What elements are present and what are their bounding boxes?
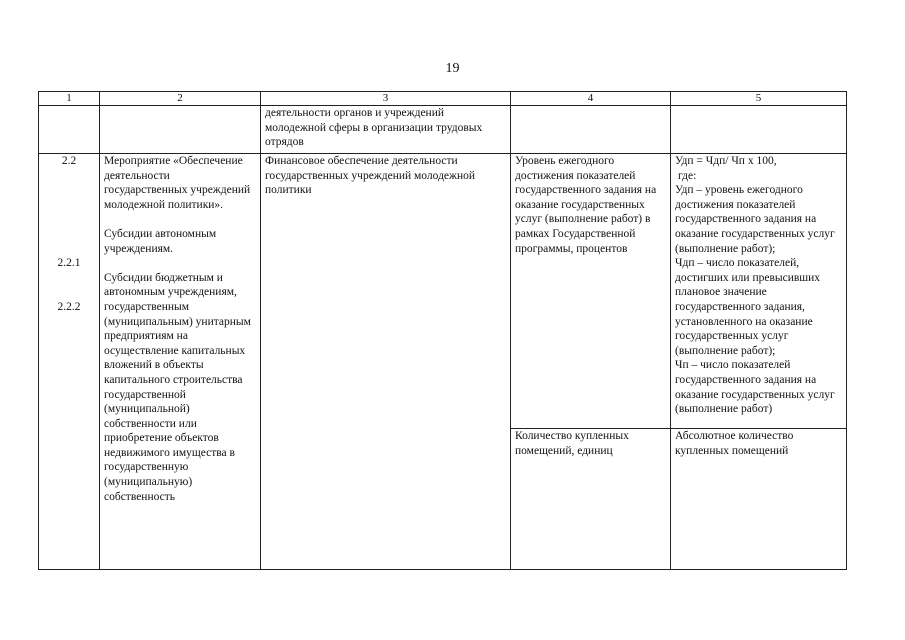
continuation-text: деятельности органов и учреждений молодежной сферы в организации трудовых отрядов <box>261 106 511 154</box>
measure-content-cell: Финансовое обеспечение деятельности государственных учреждений молодежной политики <box>261 154 511 570</box>
column-number-3: 3 <box>261 92 511 106</box>
item-number-2-2-2: 2.2.2 <box>57 300 81 313</box>
column-number-5: 5 <box>671 92 847 106</box>
table-row-2-2 <box>39 154 847 429</box>
column-number-4: 4 <box>511 92 671 106</box>
item-number-2-2: 2.2 <box>61 155 77 167</box>
formula-line: Удп = Чдп/ Чп х 100, <box>675 155 777 167</box>
item-number-2-2-1: 2.2.1 <box>57 257 81 270</box>
calculation-method-premises: Абсолютное количество купленных помещений <box>671 429 847 570</box>
column-number-1: 1 <box>39 92 100 106</box>
measure-title: Мероприятие «Обеспечение деятельности государственных учреждений молодежной политики». <box>104 155 251 211</box>
continuation-row <box>39 106 847 154</box>
cell-empty <box>511 106 671 154</box>
item-numbers-cell <box>39 154 100 570</box>
subsidy-autonomous: Субсидии автономным учреждениям. <box>104 227 217 255</box>
formula-definition: Удп – уровень ежегодного достижения показателей государственного задания на оказание государственных услуг (выполнение работ); <box>675 184 835 255</box>
indicator-premises-count: Количество купленных помещений, единиц <box>511 429 671 570</box>
indicator-achievement-level: Уровень ежегодного достижения показателей государственного задания на оказание государственных услуг (выполнение работ) в рамках Государственной программы, процентов <box>511 154 671 429</box>
calculation-method-cell <box>671 154 847 429</box>
measure-description-cell <box>100 154 261 570</box>
cell-empty <box>671 106 847 154</box>
subsidy-capital-investment: Субсидии бюджетным и автономным учреждениям, государственным (муниципальным) унитарным предприятиям на осуществление капитальных вложений в объекты капитального строительства государственной (муниципальной) собственности или приобретение объектов недвижимого имущества в государственную (муниципальную) собственность <box>104 271 251 503</box>
page-number: 19 <box>445 61 460 76</box>
column-number-2: 2 <box>100 92 261 106</box>
column-numbers-row <box>39 92 847 106</box>
cell-empty <box>39 106 100 154</box>
formula-definition: Чдп – число показателей, достигших или превысивших плановое значение государственного задания, установленного на оказание государственных услуг (выполнение работ); <box>675 257 821 357</box>
program-indicators-table <box>38 91 847 570</box>
formula-where: где: <box>678 169 697 182</box>
cell-empty <box>100 106 261 154</box>
formula-definition: Чп – число показателей государственного задания на оказание государственных услуг (выполнение работ) <box>675 359 835 416</box>
